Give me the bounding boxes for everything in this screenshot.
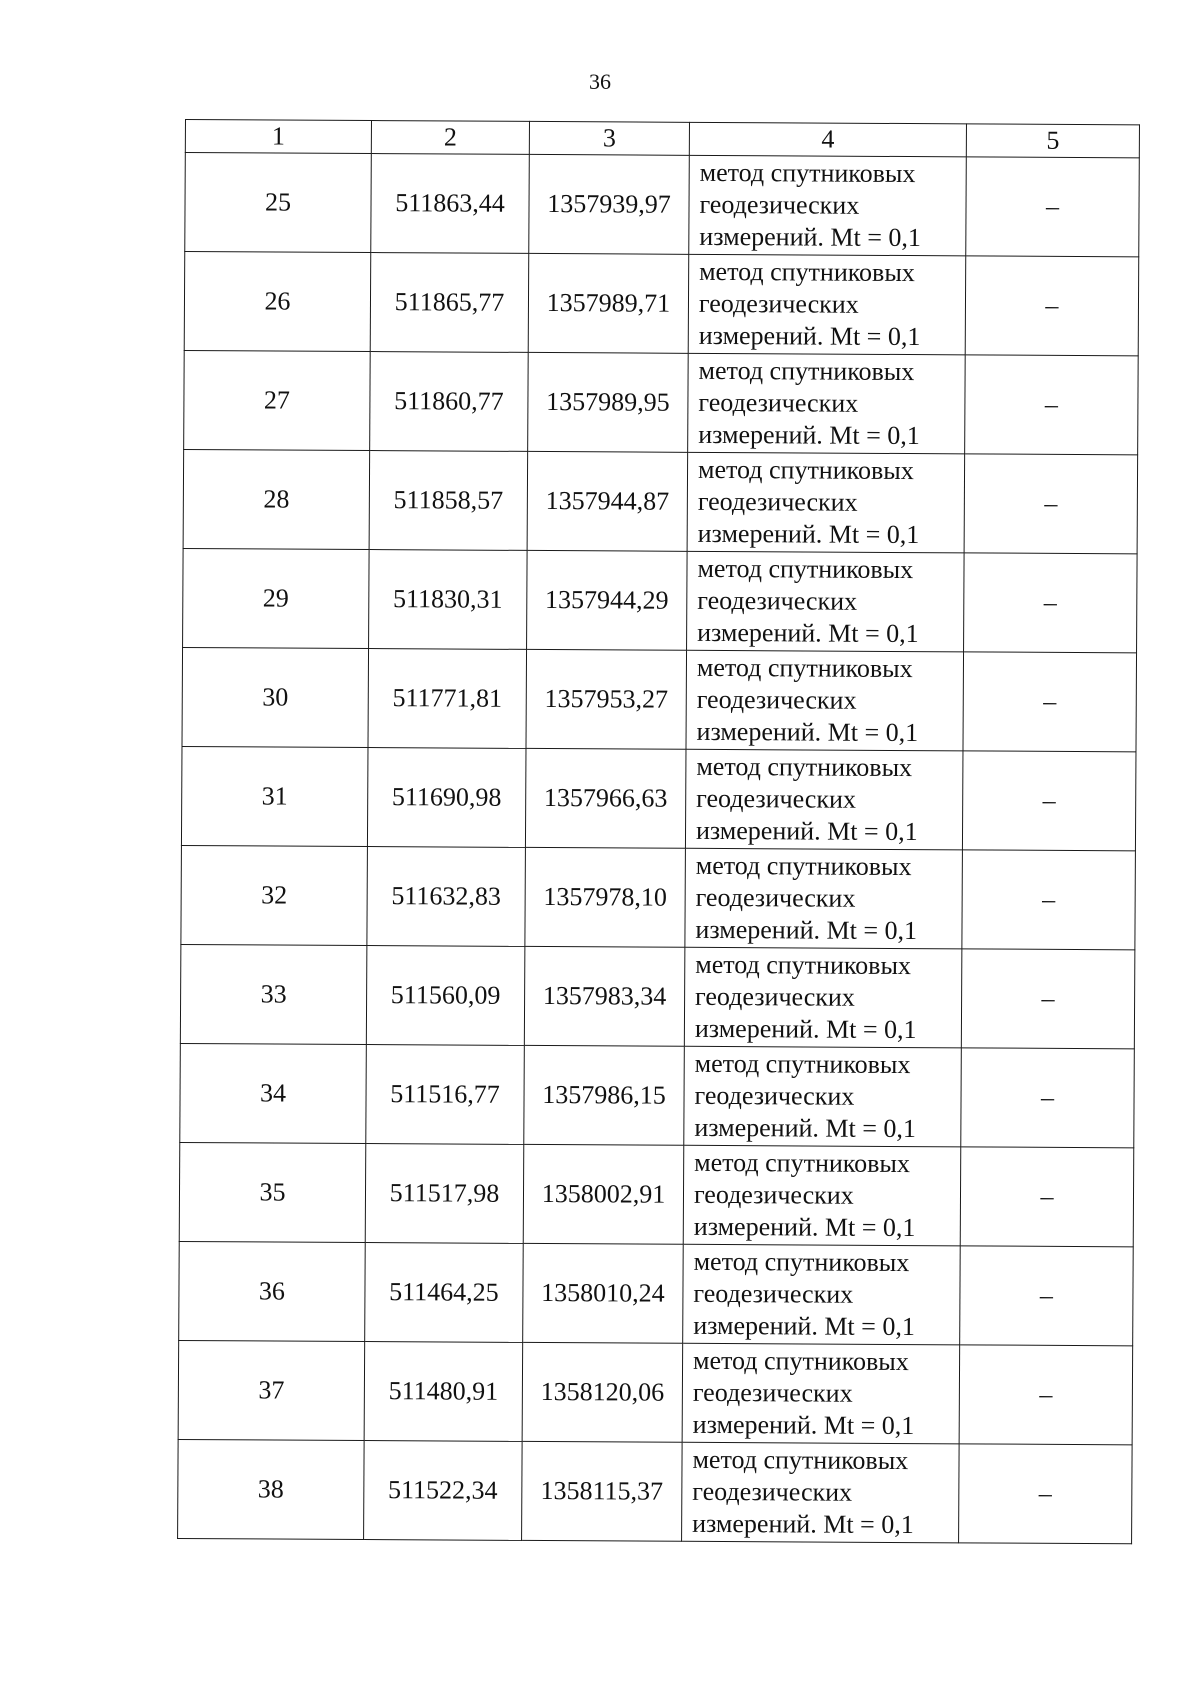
method-cell: метод спутниковых геодезических измерений. Mt = 0,1	[687, 551, 965, 652]
note-cell: –	[961, 1048, 1135, 1148]
point-number-cell: 38	[178, 1439, 365, 1539]
table-header-row	[185, 120, 1139, 158]
coordinate-y-cell: 1357966,63	[525, 748, 686, 848]
point-number-cell: 29	[183, 548, 370, 648]
method-cell: метод спутниковых геодезических измерений. Mt = 0,1	[682, 1442, 960, 1543]
method-cell: метод спутниковых геодезических измерений. Mt = 0,1	[688, 353, 966, 454]
method-cell: метод спутниковых геодезических измерений. Mt = 0,1	[682, 1343, 960, 1444]
coordinate-x-cell: 511522,34	[364, 1441, 523, 1541]
table-row	[184, 350, 1139, 454]
note-cell: –	[963, 652, 1137, 752]
table-row	[180, 1043, 1135, 1147]
table-row	[178, 1340, 1133, 1444]
point-number-cell: 37	[178, 1340, 365, 1440]
coordinate-y-cell: 1357989,95	[528, 352, 689, 452]
table-row	[183, 449, 1138, 553]
table-row	[182, 647, 1137, 751]
method-cell: метод спутниковых геодезических измерений. Mt = 0,1	[687, 452, 965, 553]
coordinate-y-cell: 1358002,91	[523, 1144, 684, 1244]
column-header: 4	[689, 122, 966, 157]
coordinate-x-cell: 511480,91	[364, 1342, 523, 1442]
note-cell: –	[964, 454, 1138, 554]
point-number-cell: 36	[179, 1241, 366, 1341]
coordinate-x-cell: 511464,25	[365, 1243, 524, 1343]
coordinate-x-cell: 511863,44	[371, 154, 530, 254]
method-cell: метод спутниковых геодезических измерений. Mt = 0,1	[684, 947, 962, 1048]
note-cell: –	[965, 256, 1139, 356]
point-number-cell: 28	[183, 449, 370, 549]
coordinate-y-cell: 1357953,27	[526, 649, 687, 749]
method-cell: метод спутниковых геодезических измерений. Mt = 0,1	[688, 254, 966, 355]
table-row	[179, 1241, 1134, 1345]
table-row	[184, 252, 1139, 356]
coordinate-x-cell: 511690,98	[367, 748, 526, 848]
method-cell: метод спутниковых геодезических измерений. Mt = 0,1	[689, 155, 967, 256]
method-cell: метод спутниковых геодезических измерений. Mt = 0,1	[686, 650, 964, 751]
coordinate-y-cell: 1357978,10	[525, 847, 686, 947]
point-number-cell: 25	[185, 153, 372, 253]
column-header: 1	[185, 120, 371, 154]
table-row	[178, 1439, 1133, 1543]
coordinate-y-cell: 1357944,87	[527, 451, 688, 551]
note-cell: –	[966, 157, 1140, 257]
coordinate-x-cell: 511858,57	[369, 451, 528, 551]
coordinate-y-cell: 1357989,71	[528, 253, 689, 353]
coordinate-x-cell: 511865,77	[370, 253, 529, 353]
coordinate-x-cell: 511560,09	[366, 946, 525, 1046]
table-row	[179, 1142, 1134, 1246]
coordinate-y-cell: 1358120,06	[522, 1342, 683, 1442]
coordinate-y-cell: 1357944,29	[527, 550, 688, 650]
note-cell: –	[960, 1246, 1134, 1346]
note-cell: –	[960, 1147, 1134, 1247]
column-header: 3	[529, 121, 689, 155]
column-header: 2	[371, 121, 529, 155]
note-cell: –	[959, 1345, 1133, 1445]
table-row	[181, 746, 1136, 850]
coordinate-y-cell: 1358115,37	[522, 1441, 683, 1541]
note-cell: –	[964, 553, 1138, 653]
coordinates-table	[177, 119, 1140, 1544]
method-cell: метод спутниковых геодезических измерений. Mt = 0,1	[683, 1244, 961, 1345]
note-cell: –	[961, 949, 1135, 1049]
method-cell: метод спутниковых геодезических измерений. Mt = 0,1	[683, 1145, 961, 1246]
coordinate-x-cell: 511632,83	[367, 847, 526, 947]
point-number-cell: 27	[184, 350, 371, 450]
point-number-cell: 35	[179, 1142, 366, 1242]
table-row	[185, 153, 1140, 257]
point-number-cell: 32	[181, 845, 368, 945]
coordinate-x-cell: 511516,77	[366, 1045, 525, 1145]
method-cell: метод спутниковых геодезических измерений. Mt = 0,1	[684, 1046, 962, 1147]
coordinate-y-cell: 1358010,24	[523, 1243, 684, 1343]
table-row	[183, 548, 1138, 652]
note-cell: –	[965, 355, 1139, 455]
coordinate-y-cell: 1357986,15	[524, 1045, 685, 1145]
point-number-cell: 30	[182, 647, 369, 747]
point-number-cell: 31	[181, 746, 368, 846]
coordinate-x-cell: 511860,77	[370, 352, 529, 452]
column-header: 5	[966, 124, 1139, 158]
method-cell: метод спутниковых геодезических измерений. Mt = 0,1	[685, 848, 963, 949]
method-cell: метод спутниковых геодезических измерений. Mt = 0,1	[685, 749, 963, 850]
coordinate-x-cell: 511830,31	[369, 550, 528, 650]
point-number-cell: 33	[180, 944, 367, 1044]
table-row	[180, 944, 1135, 1048]
coordinate-y-cell: 1357939,97	[529, 154, 690, 254]
note-cell: –	[962, 751, 1136, 851]
table-body	[178, 153, 1140, 1544]
coordinate-x-cell: 511517,98	[365, 1144, 524, 1244]
table-row	[181, 845, 1136, 949]
coordinate-x-cell: 511771,81	[368, 649, 527, 749]
note-cell: –	[962, 850, 1136, 950]
coordinate-y-cell: 1357983,34	[524, 946, 685, 1046]
point-number-cell: 26	[184, 252, 371, 352]
page-number: 36	[589, 69, 611, 94]
point-number-cell: 34	[180, 1043, 367, 1143]
note-cell: –	[959, 1444, 1133, 1544]
